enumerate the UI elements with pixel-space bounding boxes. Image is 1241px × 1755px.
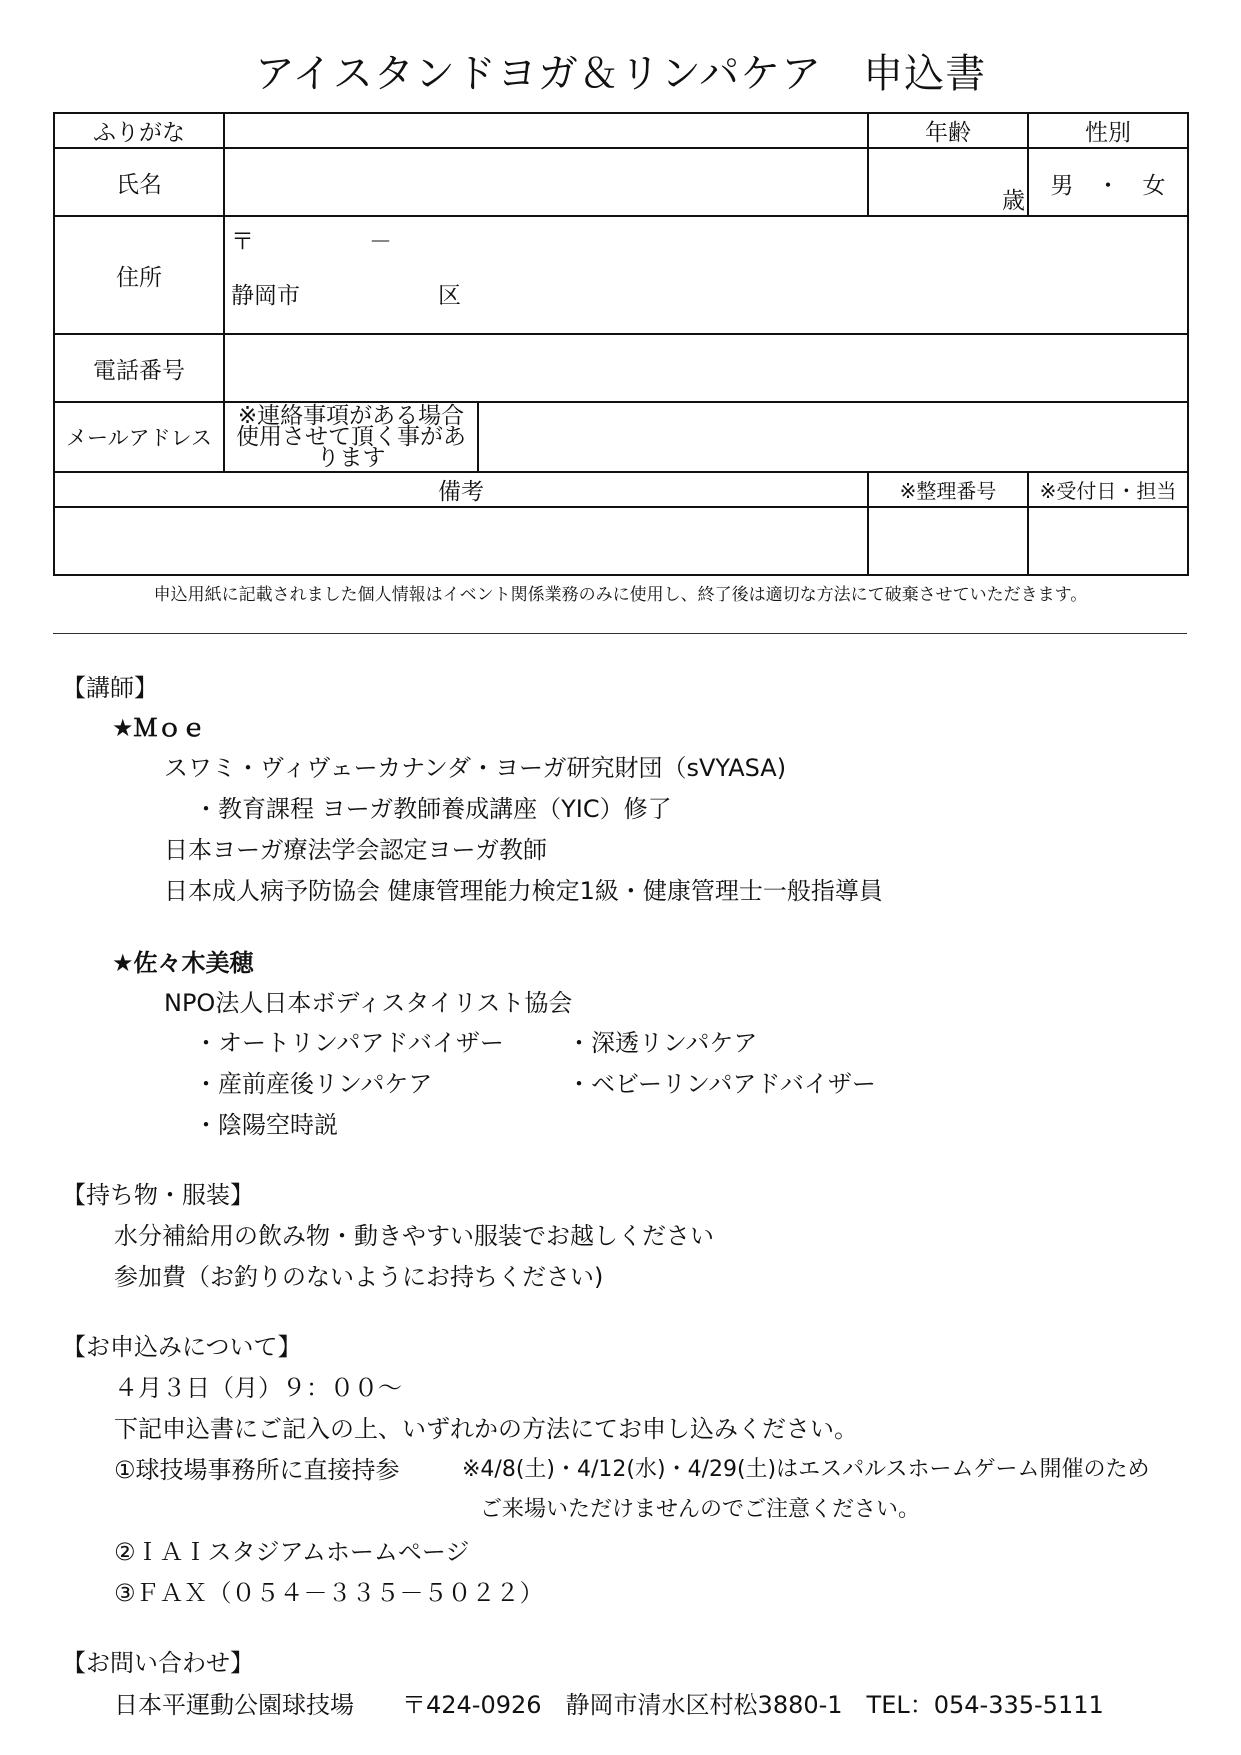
method-1-note: ※4/8(土)・4/12(水)・4/29(土)はエスパルスホームゲーム開催のため (462, 1457, 1150, 1482)
name-label: 氏名 (54, 148, 224, 216)
name-field[interactable] (224, 148, 868, 216)
sasaki-item: ・深透リンパケア (567, 1029, 758, 1057)
application-method-2: ②ＩＡＩスタジアムホームページ (114, 1538, 470, 1566)
email-field[interactable] (478, 402, 1188, 472)
method-1-note-2: ご来場いただけませんのでご注意ください。 (480, 1497, 921, 1522)
belongings-line: 水分補給用の飲み物・動きやすい服装でお越しください (114, 1222, 714, 1250)
phone-label: 電話番号 (54, 334, 224, 402)
privacy-notice: 申込用紙に記載されました個人情報はイベント関係業務のみに使用し、終了後は適切な方法にて破棄させていただきます。 (153, 585, 1088, 605)
postal-code-field: 〒 － (231, 229, 392, 255)
email-note: ※連絡事項がある場合 使用させて頂く事があります (224, 402, 478, 472)
phone-field[interactable] (224, 334, 1188, 402)
application-method-3: ③ＦＡＸ（０５４－３３５－５０２２） (114, 1579, 544, 1607)
furigana-field[interactable] (224, 113, 868, 148)
address-label: 住所 (54, 216, 224, 334)
remarks-field[interactable] (54, 507, 868, 575)
sasaki-item: ・産前産後リンパケア (194, 1070, 433, 1098)
reception-label: ※受付日・担当 (1028, 472, 1188, 507)
instructors-heading: 【講師】 (62, 674, 158, 702)
instructor-moe-name: ★Ｍｏｅ (112, 714, 206, 742)
ref-number-field (868, 507, 1028, 575)
instructor-sasaki-name: ★佐々木美穂 (112, 949, 254, 977)
city-field: 静岡市 区 (231, 283, 461, 309)
application-method-1: ①球技場事務所に直接持参 (114, 1456, 400, 1484)
gender-label: 性別 (1028, 113, 1188, 148)
moe-line: スワミ・ヴィヴェーカナンダ・ヨーガ研究財団（sVYASA) (164, 754, 787, 782)
address-field[interactable] (224, 216, 1188, 334)
gender-options[interactable]: 男 ・ 女 (1028, 148, 1188, 216)
reception-field (1028, 507, 1188, 575)
belongings-line: 参加費（お釣りのないようにお持ちください) (114, 1263, 604, 1291)
moe-line: ・教育課程 ヨーガ教師養成講座（YIC）修了 (194, 795, 672, 823)
application-heading: 【お申込みについて】 (62, 1333, 302, 1361)
sasaki-item: ・オートリンパアドバイザー (194, 1029, 504, 1057)
age-field[interactable] (868, 148, 1028, 216)
remarks-label: 備考 (54, 472, 868, 507)
moe-line: 日本成人病予防協会 健康管理能力検定1級・健康管理士一般指導員 (164, 877, 883, 905)
furigana-label: ふりがな (54, 113, 224, 148)
application-instruction: 下記申込書にご記入の上、いずれかの方法にてお申し込みください。 (114, 1415, 858, 1443)
application-form (53, 112, 1189, 576)
sasaki-item: ・ベビーリンパアドバイザー (567, 1070, 876, 1098)
moe-line: 日本ヨーガ療法学会認定ヨーガ教師 (164, 836, 548, 864)
belongings-heading: 【持ち物・服装】 (62, 1181, 254, 1209)
ref-number-label: ※整理番号 (868, 472, 1028, 507)
sasaki-org: NPO法人日本ボディスタイリスト協会 (164, 989, 573, 1017)
application-date: ４月３日（月）９：００～ (114, 1374, 402, 1402)
sasaki-item: ・陰陽空時説 (194, 1111, 338, 1139)
email-label: メールアドレス (54, 402, 224, 472)
page-title: アイスタンドヨガ＆リンパケア 申込書 (254, 51, 987, 97)
contact-heading: 【お問い合わせ】 (62, 1649, 254, 1677)
contact-text: 日本平運動公園球技場 〒424-0926 静岡市清水区村松3880-1 TEL：054-335-5111 (114, 1691, 1104, 1719)
age-unit: 歳 (1002, 188, 1025, 214)
divider (53, 633, 1187, 634)
age-label: 年齢 (868, 113, 1028, 148)
